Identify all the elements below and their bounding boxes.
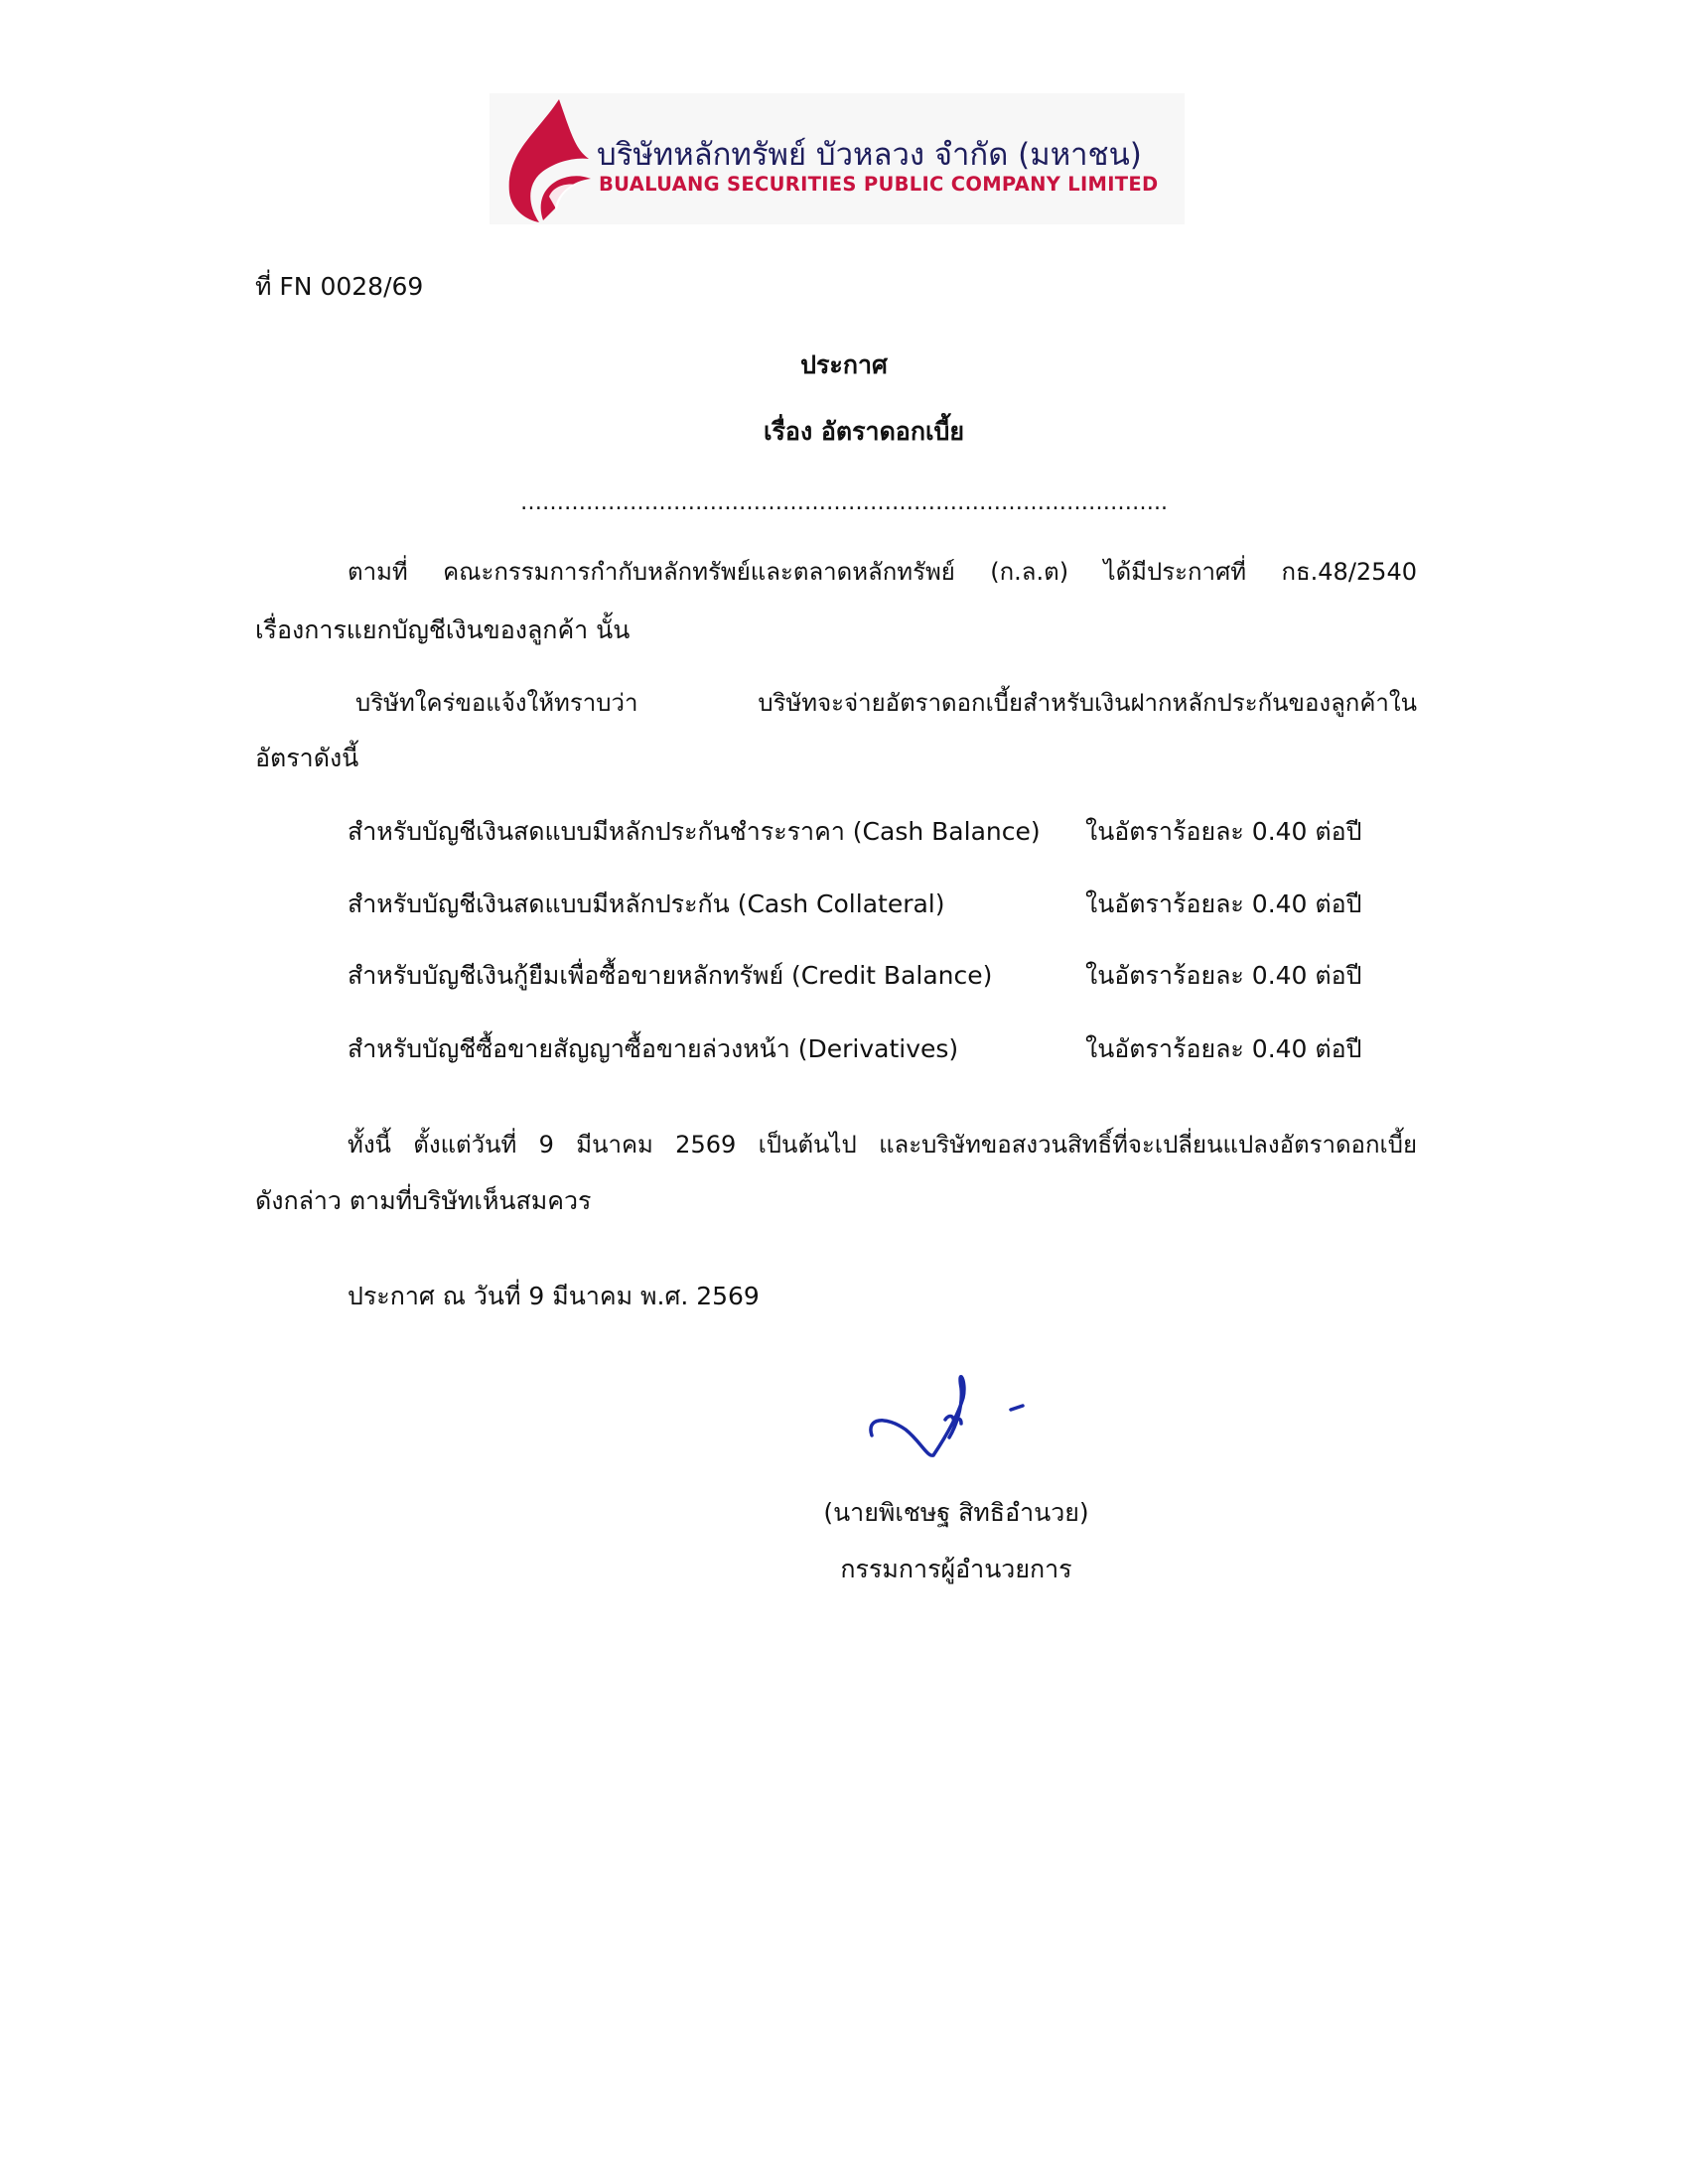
rate-value: ในอัตราร้อยละ 0.40 ต่อปี <box>1085 961 1362 990</box>
para2-line2: อัตราดังนี้ <box>255 744 359 772</box>
announcement-date: ประกาศ ณ วันที่ 9 มีนาคม พ.ศ. 2569 <box>348 1282 760 1310</box>
para3-line2: ดังกล่าว ตามที่บริษัทเห็นสมควร <box>255 1186 592 1215</box>
company-name-english: BUALUANG SECURITIES PUBLIC COMPANY LIMITED <box>599 173 1159 196</box>
rate-account: สำหรับบัญชีเงินกู้ยืมเพื่อซื้อขายหลักทรัพย์ (Credit Balance) <box>348 961 993 990</box>
document-subject: เรื่อง อัตราดอกเบี้ย <box>763 417 965 446</box>
signature <box>866 1358 1035 1467</box>
para1-line2: เรื่องการแยกบัญชีเงินของลูกค้า นั้น <box>255 615 631 644</box>
flame-logo-icon <box>497 93 597 224</box>
rate-account: สำหรับบัญชีเงินสดแบบมีหลักประกันชำระราคา (Cash Balance) <box>348 817 1041 846</box>
company-logo <box>490 93 1185 224</box>
document-title: ประกาศ <box>800 350 888 379</box>
signatory-name: (นายพิเชษฐ สิทธิอำนวย) <box>823 1498 1089 1527</box>
reference-number: ที่ FN 0028/69 <box>255 272 424 301</box>
rate-value: ในอัตราร้อยละ 0.40 ต่อปี <box>1085 889 1362 918</box>
company-name-thai: บริษัทหลักทรัพย์ บัวหลวง จำกัด (มหาชน) <box>597 137 1142 173</box>
rate-account: สำหรับบัญชีซื้อขายสัญญาซื้อขายล่วงหน้า (Derivatives) <box>348 1034 959 1063</box>
signatory-position: กรรมการผู้อำนวยการ <box>840 1555 1072 1583</box>
rate-value: ในอัตราร้อยละ 0.40 ต่อปี <box>1085 1034 1362 1063</box>
para3-line1: ทั้งนี้ ตั้งแต่วันที่ 9 มีนาคม 2569 เป็นต้นไป และบริษัทขอสงวนสิทธิ์ที่จะเปลี่ยนแปลงอัตราดอกเบี้ย <box>348 1131 1417 1159</box>
divider-dots: …………………………………………………………………………….. <box>520 490 1168 515</box>
rate-account: สำหรับบัญชีเงินสดแบบมีหลักประกัน (Cash Collateral) <box>348 889 945 918</box>
rate-value: ในอัตราร้อยละ 0.40 ต่อปี <box>1085 817 1362 846</box>
para1-line1: ตามที่ คณะกรรมการกำกับหลักทรัพย์และตลาดหลักทรัพย์ (ก.ล.ต) ได้มีประกาศที่ กธ.48/2540 <box>348 558 1417 586</box>
para2-line1: บริษัทใคร่ขอแจ้งให้ทราบว่า บริษัทจะจ่ายอัตราดอกเบี้ยสำหรับเงินฝากหลักประกันของลูกค้าใน <box>355 689 1417 717</box>
